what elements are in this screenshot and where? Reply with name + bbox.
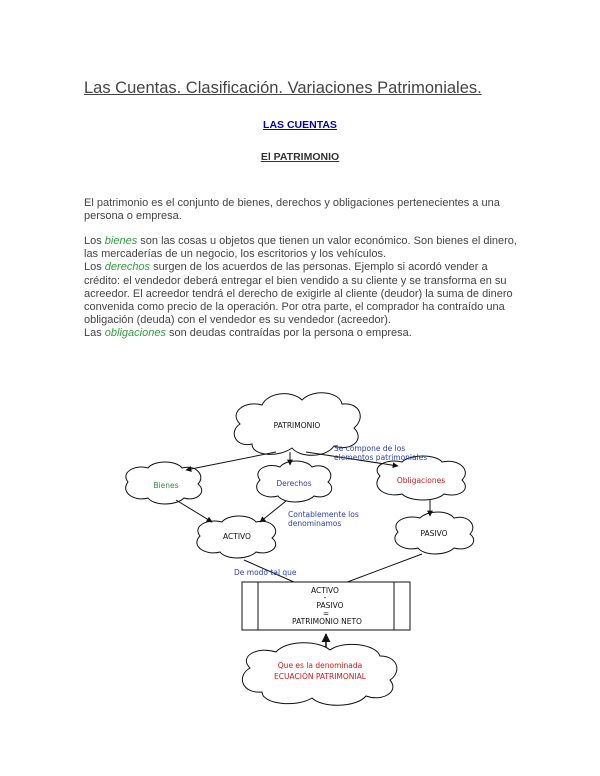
derechos-description: surgen de los acuerdos de las personas. Ejemplo si acordó vender a crédito: el vendedor deberá entregar el bien vendido a su cliente y se transforma en su acreedor. El acreedor tendrá el derecho de exigirle al cliente (deudor) la suma de dinero convenida como precio de la operación. Por otra parte, el comprador ha contraído una obligación (deuda) con el vendedor es su vendedor (acreedor). — [84, 261, 513, 327]
obligaciones-description: son deudas contraídas por la persona o empresa. — [165, 327, 412, 340]
ecuacion-line-1: Que es la denominada — [277, 661, 363, 670]
contable-line-2: denominamos — [288, 519, 342, 528]
box-minus: - — [323, 593, 327, 602]
box-pasivo: PASIVO — [316, 601, 344, 610]
derechos-term: derechos — [104, 261, 151, 274]
compone-line-1: Se compone de los — [334, 444, 406, 453]
modo-tal-que: De modo tal que — [234, 568, 297, 577]
contable-line-1: Contablemente los — [288, 510, 359, 519]
box-patrimonio-neto: PATRIMONIO NETO — [292, 617, 362, 626]
compone-line-2: elementos patrimoniales — [334, 453, 428, 462]
pasivo-label: PASIVO — [420, 529, 448, 538]
text-los: Los — [84, 235, 105, 247]
page-title: Las Cuentas. Clasificación. Variaciones Patrimoniales. — [84, 79, 482, 97]
text-las: Las — [84, 327, 105, 340]
las-cuentas-link[interactable]: LAS CUENTAS — [263, 119, 337, 131]
patrimonio-heading: El PATRIMONIO — [260, 151, 340, 163]
arrow-bienes-activo — [176, 500, 212, 522]
arrow-derechos-activo — [260, 501, 286, 522]
bienes-label: Bienes — [153, 481, 179, 490]
activo-label: ACTIVO — [223, 532, 251, 541]
bienes-term: bienes — [104, 235, 138, 247]
paragraph-definition: El patrimonio es el conjunto de bienes, derechos y obligaciones pertenecientes a una persona o empresa. — [84, 197, 500, 223]
derechos-label: Derechos — [276, 479, 312, 488]
obligaciones-term: obligaciones — [104, 327, 166, 340]
ecuacion-line-2: ECUACIÓN PATRIMONIAL — [274, 672, 366, 681]
obligaciones-label: Obligaciones — [396, 476, 446, 485]
text-los-2: Los — [84, 261, 105, 274]
patrimonio-label: PATRIMONIO — [273, 421, 321, 430]
bienes-description: son las cosas u objetos que tienen un valor económico. Son bienes el dinero, las mercaderías de un negocio, los escritorios y los vehículos. — [84, 235, 517, 261]
box-equals: = — [322, 609, 330, 618]
box-activo: ACTIVO — [311, 586, 339, 595]
